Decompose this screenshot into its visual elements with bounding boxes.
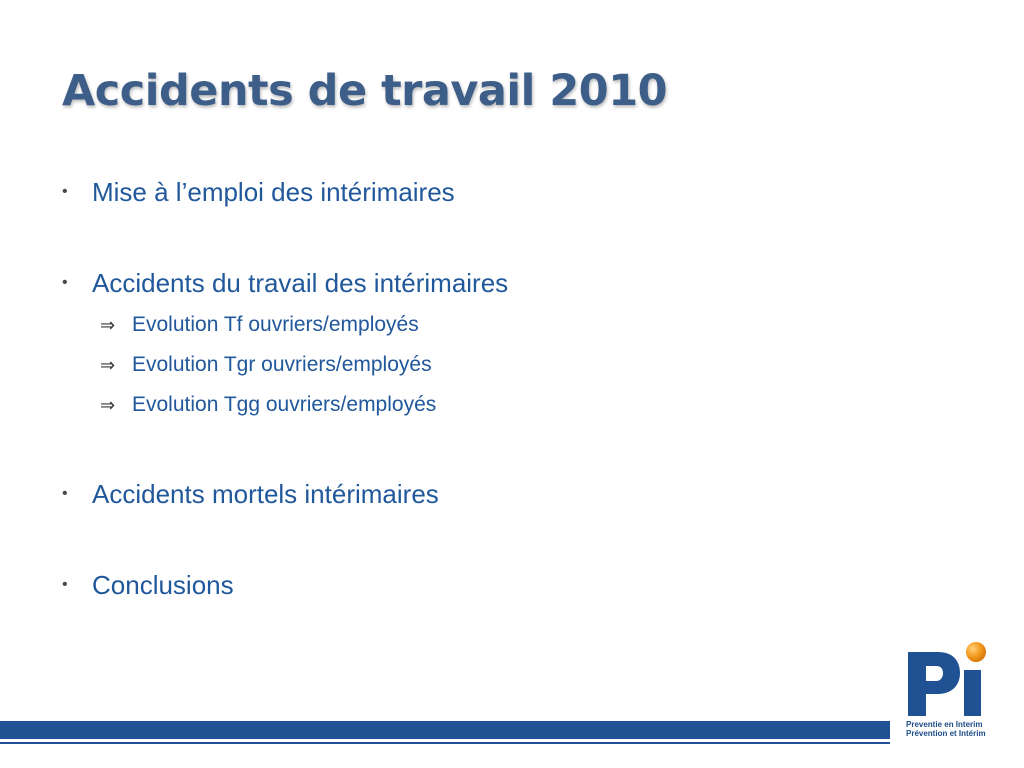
- sub-bullet-text: Evolution Tf ouvriers/employés: [132, 313, 419, 336]
- sub-bullet-text: Evolution Tgr ouvriers/employés: [132, 353, 432, 376]
- spacer: [62, 516, 862, 563]
- bullet-text: Conclusions: [92, 570, 234, 600]
- bullet-text: Accidents du travail des intérimaires: [92, 268, 509, 298]
- bullet-dot-icon: •: [62, 576, 68, 593]
- bullet-item: [62, 563, 862, 607]
- bullet-item: [62, 472, 862, 516]
- sub-bullet-text: Evolution Tgg ouvriers/employés: [132, 393, 437, 416]
- bullet-list: [62, 170, 862, 607]
- bullet-text: Accidents mortels intérimaires: [92, 479, 439, 509]
- bullet-dot-icon: •: [62, 274, 68, 291]
- double-arrow-icon: ⇒: [100, 395, 116, 415]
- double-arrow-icon: ⇒: [100, 355, 116, 375]
- footer-bar: [0, 721, 890, 739]
- bullet-item: [62, 170, 862, 214]
- spacer: [62, 214, 862, 261]
- sub-bullet-item: [62, 345, 862, 385]
- double-arrow-icon: ⇒: [100, 315, 116, 335]
- spacer: [62, 425, 862, 472]
- slide-title: Accidents de travail 2010: [62, 66, 668, 116]
- bullet-text: Mise à l’emploi des intérimaires: [92, 177, 455, 207]
- bullet-dot-icon: •: [62, 485, 68, 502]
- sub-bullet-item: [62, 385, 862, 425]
- logo-line-2: Prévention et Intérim: [906, 729, 986, 738]
- bullet-dot-icon: •: [62, 183, 68, 200]
- footer-line: [0, 742, 890, 744]
- logo-tagline: [906, 720, 986, 738]
- logo-line-1: Preventie en Interim: [906, 720, 983, 729]
- sub-bullet-item: [62, 305, 862, 345]
- bullet-item: [62, 261, 862, 305]
